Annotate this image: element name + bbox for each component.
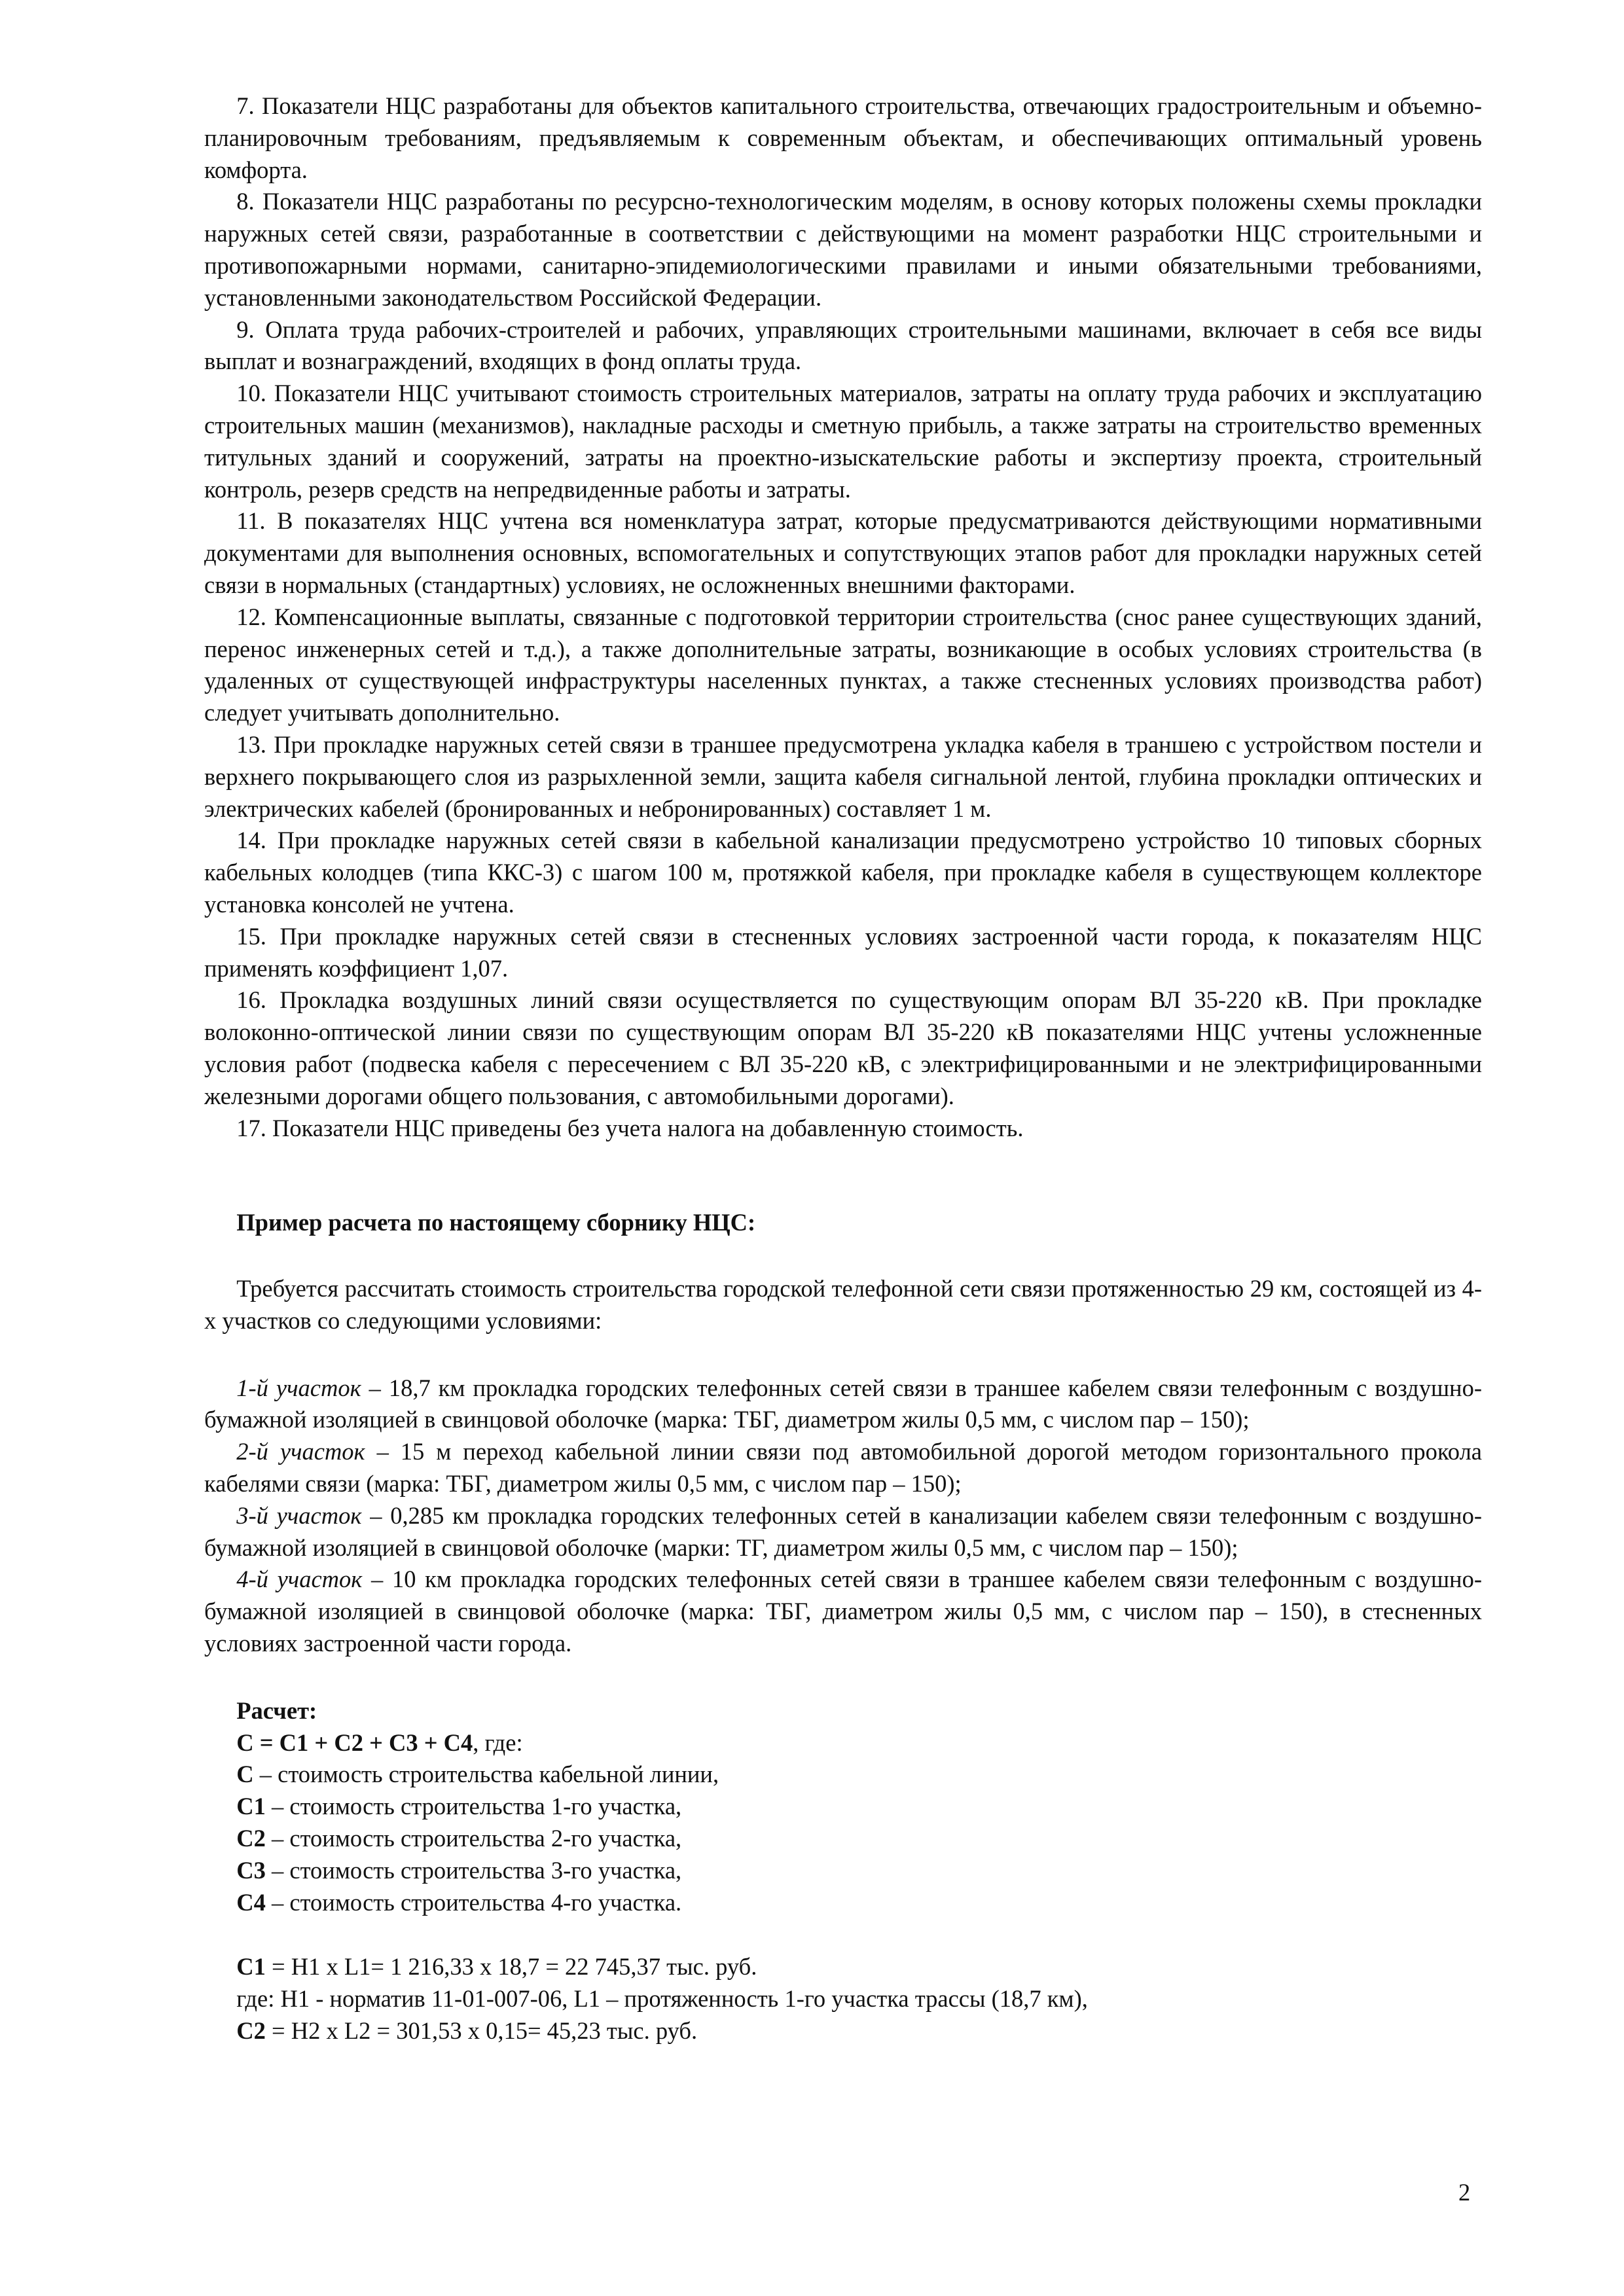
section-2 <box>204 1436 1482 1500</box>
paragraph-15: 15. При прокладке наружных сетей связи в стесненных условиях застроенной части города, к показателям НЦС применять коэффициент 1,07. <box>204 922 1482 982</box>
section-1-title: 1-й участок <box>236 1374 361 1401</box>
definition-c2-symbol: С2 <box>236 1825 266 1852</box>
definition-c-text: – стоимость строительства кабельной линии, <box>253 1761 719 1788</box>
paragraph-8: 8. Показатели НЦС разработаны по ресурсно-технологическим моделям, в основу которых положены схемы прокладки наружных сетей связи, разработанные в соответствии с действующими на момент разработки НЦС строительными и противопожарными нормами, санитарно-эпидемиологическими правилами и иными обязательными требованиями, установленными законодательством Российской Федерации. <box>204 188 1482 311</box>
definition-c4-text: – стоимость строительства 4-го участка. <box>265 1888 682 1916</box>
definition-c1-symbol: С1 <box>236 1793 266 1820</box>
section-1-text: – 18,7 км прокладка городских телефонных сетей связи в траншее кабелем связи телефонным с воздушно-бумажной изоляцией в свинцовой оболочке (марка: ТБГ, диаметром жилы 0,5 мм, с числом пар – 150); <box>204 1374 1482 1433</box>
paragraph-13: 13. При прокладке наружных сетей связи в траншее предусмотрена укладка кабеля в траншею с устройством постели и верхнего покрывающего слоя из разрыхленной земли, защита кабеля сигнальной лентой, глубина прокладки оптических и электрических кабелей (бронированных и небронированных) составляет 1 м. <box>204 730 1482 822</box>
definition-c1 <box>236 1791 1482 1823</box>
calculation-formula <box>236 1727 1482 1759</box>
page-content <box>204 90 1482 2047</box>
result-c2 <box>236 2015 1482 2047</box>
calculation-block <box>204 1695 1482 1919</box>
result-c1-symbol: С1 <box>236 1953 266 1981</box>
definition-c3-text: – стоимость строительства 3-го участка, <box>265 1856 682 1884</box>
formula-suffix: , где: <box>473 1729 523 1756</box>
example-heading: Пример расчета по настоящему сборнику НЦС: <box>236 1209 756 1236</box>
section-3 <box>204 1500 1482 1564</box>
results-block <box>204 1951 1482 2047</box>
example-intro: Требуется рассчитать стоимость строительства городской телефонной сети связи протяженностью 29 км, состоящей из 4-х участков со следующими условиями: <box>204 1275 1482 1334</box>
sections-list <box>204 1372 1482 1660</box>
result-c1-text: = Н1 х L1= 1 216,33 х 18,7 = 22 745,37 тыс. руб. <box>265 1953 757 1981</box>
section-1 <box>204 1372 1482 1437</box>
section-3-title: 3-й участок <box>236 1501 362 1529</box>
definition-c1-text: – стоимость строительства 1-го участка, <box>265 1793 682 1820</box>
definition-c-symbol: С <box>236 1761 254 1788</box>
result-c1-note <box>236 1983 1482 2015</box>
section-4-text: – 10 км прокладка городских телефонных сетей связи в траншее кабелем связи телефонным с воздушно-бумажной изоляцией в свинцовой оболочке (марка: ТБГ, диаметром жилы 0,5 мм, с числом пар – 150), в стесненных условиях застроенной части города. <box>204 1566 1482 1657</box>
paragraph-7: 7. Показатели НЦС разработаны для объектов капитального строительства, отвечающих градостроительным и объемно-планировочным требованиям, предъявляемым к современным объектам, и обеспечивающих оптимальный уровень комфорта. <box>204 92 1482 183</box>
definition-c4 <box>236 1887 1482 1919</box>
paragraph-16: 16. Прокладка воздушных линий связи осуществляется по существующим опорам ВЛ 35-220 кВ. При прокладке волоконно-оптической линии связи по существующим опорам ВЛ 35-220 кВ показателями НЦС учтены усложненные условия работ (подвеска кабеля с пересечением с ВЛ 35-220 кВ, с электрифицированными и не электрифицированными железными дорогами общего пользования, с автомобильными дорогами). <box>204 986 1482 1109</box>
section-4-title: 4-й участок <box>236 1566 363 1593</box>
page-number: 2 <box>1458 2179 1471 2206</box>
definition-c3 <box>236 1855 1482 1887</box>
calculation-title: Расчет: <box>236 1696 317 1724</box>
section-2-text: – 15 м переход кабельной линии связи под автомобильной дорогой методом горизонтального прокола кабелями связи (марка: ТБГ, диаметром жилы 0,5 мм, с числом пар – 150); <box>204 1438 1482 1498</box>
section-2-title: 2-й участок <box>236 1438 365 1465</box>
formula-expression: С = С1 + С2 + С3 + С4 <box>236 1729 473 1756</box>
paragraph-14: 14. При прокладке наружных сетей связи в кабельной канализации предусмотрено устройство 10 типовых сборных кабельных колодцев (типа ККС-3) с шагом 100 м, протяжкой кабеля, при прокладке кабеля в существующем коллекторе установка консолей не учтена. <box>204 827 1482 918</box>
paragraph-11: 11. В показателях НЦС учтена вся номенклатура затрат, которые предусматриваются действующими нормативными документами для выполнения основных, вспомогательных и сопутствующих этапов работ для прокладки наружных сетей связи в нормальных (стандартных) условиях, не осложненных внешними факторами. <box>204 507 1482 598</box>
paragraph-12: 12. Компенсационные выплаты, связанные с подготовкой территории строительства (снос ранее существующих зданий, перенос инженерных сетей и т.д.), а также дополнительные затраты, возникающие в особых условиях строительства (в удаленных от существующей инфраструктуры населенных пунктах, а также стесненных условиях производства работ) следует учитывать дополнительно. <box>204 603 1482 726</box>
definition-c4-symbol: С4 <box>236 1888 266 1916</box>
paragraph-17: 17. Показатели НЦС приведены без учета налога на добавленную стоимость. <box>236 1114 1024 1141</box>
definition-c2 <box>236 1823 1482 1855</box>
section-4 <box>204 1564 1482 1659</box>
result-c1 <box>236 1951 1482 1983</box>
paragraph-9: 9. Оплата труда рабочих-строителей и рабочих, управляющих строительными машинами, включает в себя все виды выплат и вознаграждений, входящих в фонд оплаты труда. <box>204 315 1482 375</box>
definition-c3-symbol: С3 <box>236 1856 266 1884</box>
definition-c <box>236 1759 1482 1791</box>
result-c1-note-text: где: Н1 - норматив 11-01-007-06, L1 – протяженность 1-го участка трассы (18,7 км), <box>236 1985 1088 2013</box>
paragraph-10: 10. Показатели НЦС учитывают стоимость строительных материалов, затраты на оплату труда рабочих и эксплуатацию строительных машин (механизмов), накладные расходы и сметную прибыль, а также затраты на строительство временных титульных зданий и сооружений, затраты на проектно-изыскательские работы и экспертизу проекта, строительный контроль, резерв средств на непредвиденные работы и затраты. <box>204 380 1482 503</box>
section-3-text: – 0,285 км прокладка городских телефонных сетей в канализации кабелем связи телефонным с воздушно-бумажной изоляцией в свинцовой оболочке (марки: ТГ, диаметром жилы 0,5 мм, с числом пар – 150); <box>204 1501 1482 1561</box>
definition-c2-text: – стоимость строительства 2-го участка, <box>265 1825 682 1852</box>
result-c2-text: = Н2 х L2 = 301,53 х 0,15= 45,23 тыс. руб. <box>265 2017 698 2045</box>
result-c2-symbol: С2 <box>236 2017 266 2045</box>
